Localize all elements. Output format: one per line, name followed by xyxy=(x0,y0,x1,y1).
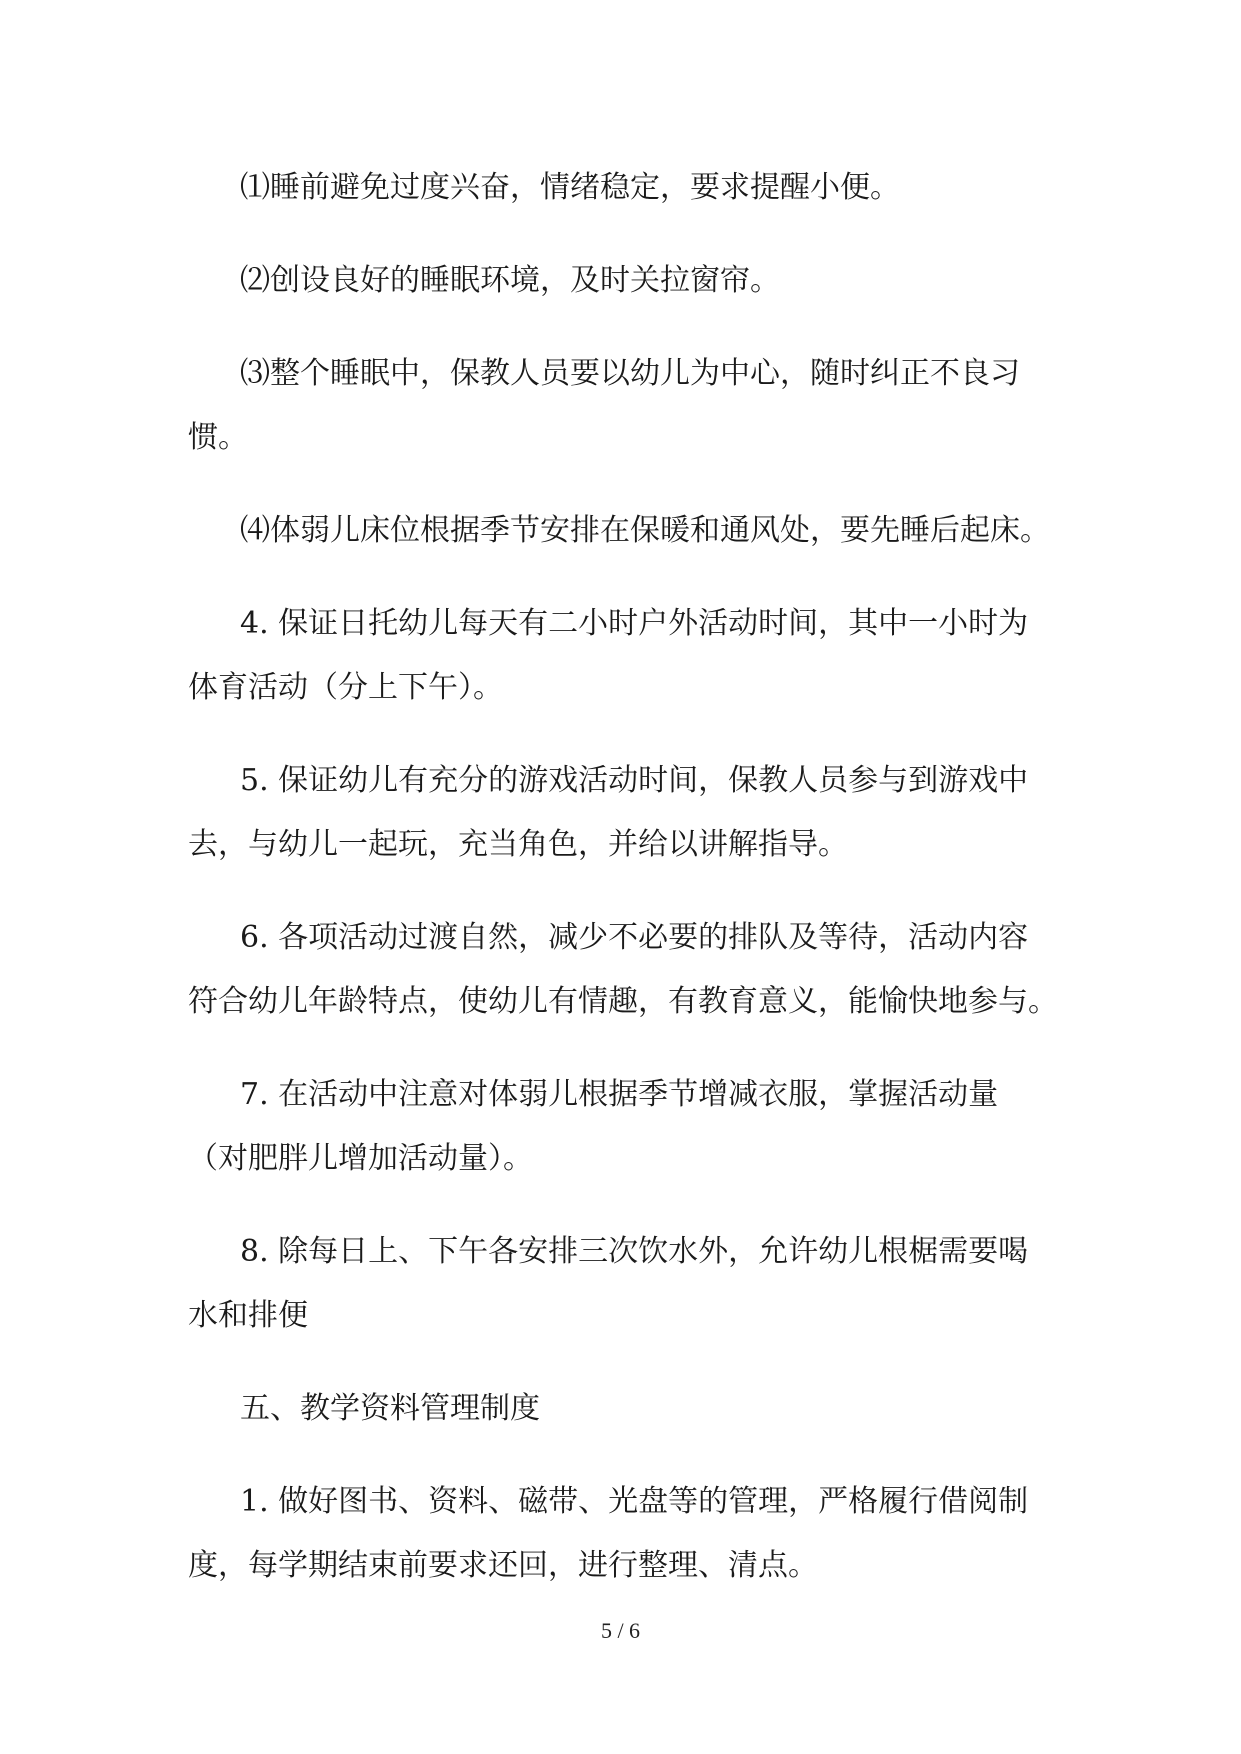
paragraph-sleep-1: ⑴睡前避免过度兴奋，情绪稳定，要求提醒小便。 xyxy=(240,170,900,205)
paragraph-item-7: 7. 在活动中注意对体弱儿根据季节增减衣服，掌握活动量（对肥胖儿增加活动量）。 xyxy=(188,1077,999,1176)
paragraph-sleep-3: ⑶整个睡眠中，保教人员要以幼儿为中心，随时纠正不良习惯。 xyxy=(188,356,1020,455)
page-number: 5 / 6 xyxy=(600,1618,641,1643)
document-body xyxy=(188,156,1058,1627)
paragraph-item-5: 5. 保证幼儿有充分的游戏活动时间，保教人员参与到游戏中去，与幼儿一起玩，充当角色，并给以讲解指导。 xyxy=(188,763,1029,862)
paragraph-section-item-1: 1. 做好图书、资料、磁带、光盘等的管理，严格履行借阅制度，每学期结束前要求还回，进行整理、清点。 xyxy=(188,1484,1029,1583)
section-heading: 五、教学资料管理制度 xyxy=(240,1391,540,1426)
paragraph-sleep-4: ⑷体弱儿床位根据季节安排在保暖和通风处，要先睡后起床。 xyxy=(240,513,1050,548)
paragraph-item-6: 6. 各项活动过渡自然，减少不必要的排队及等待，活动内容符合幼儿年龄特点，使幼儿有情趣，有教育意义，能愉快地参与。 xyxy=(188,920,1058,1019)
paragraph-item-4: 4. 保证日托幼儿每天有二小时户外活动时间，其中一小时为体育活动（分上下午）。 xyxy=(188,606,1029,705)
paragraph-sleep-2: ⑵创设良好的睡眠环境，及时关拉窗帘。 xyxy=(240,263,780,298)
paragraph-item-8: 8. 除每日上、下午各安排三次饮水外，允许幼儿根椐需要喝水和排便 xyxy=(188,1234,1029,1333)
